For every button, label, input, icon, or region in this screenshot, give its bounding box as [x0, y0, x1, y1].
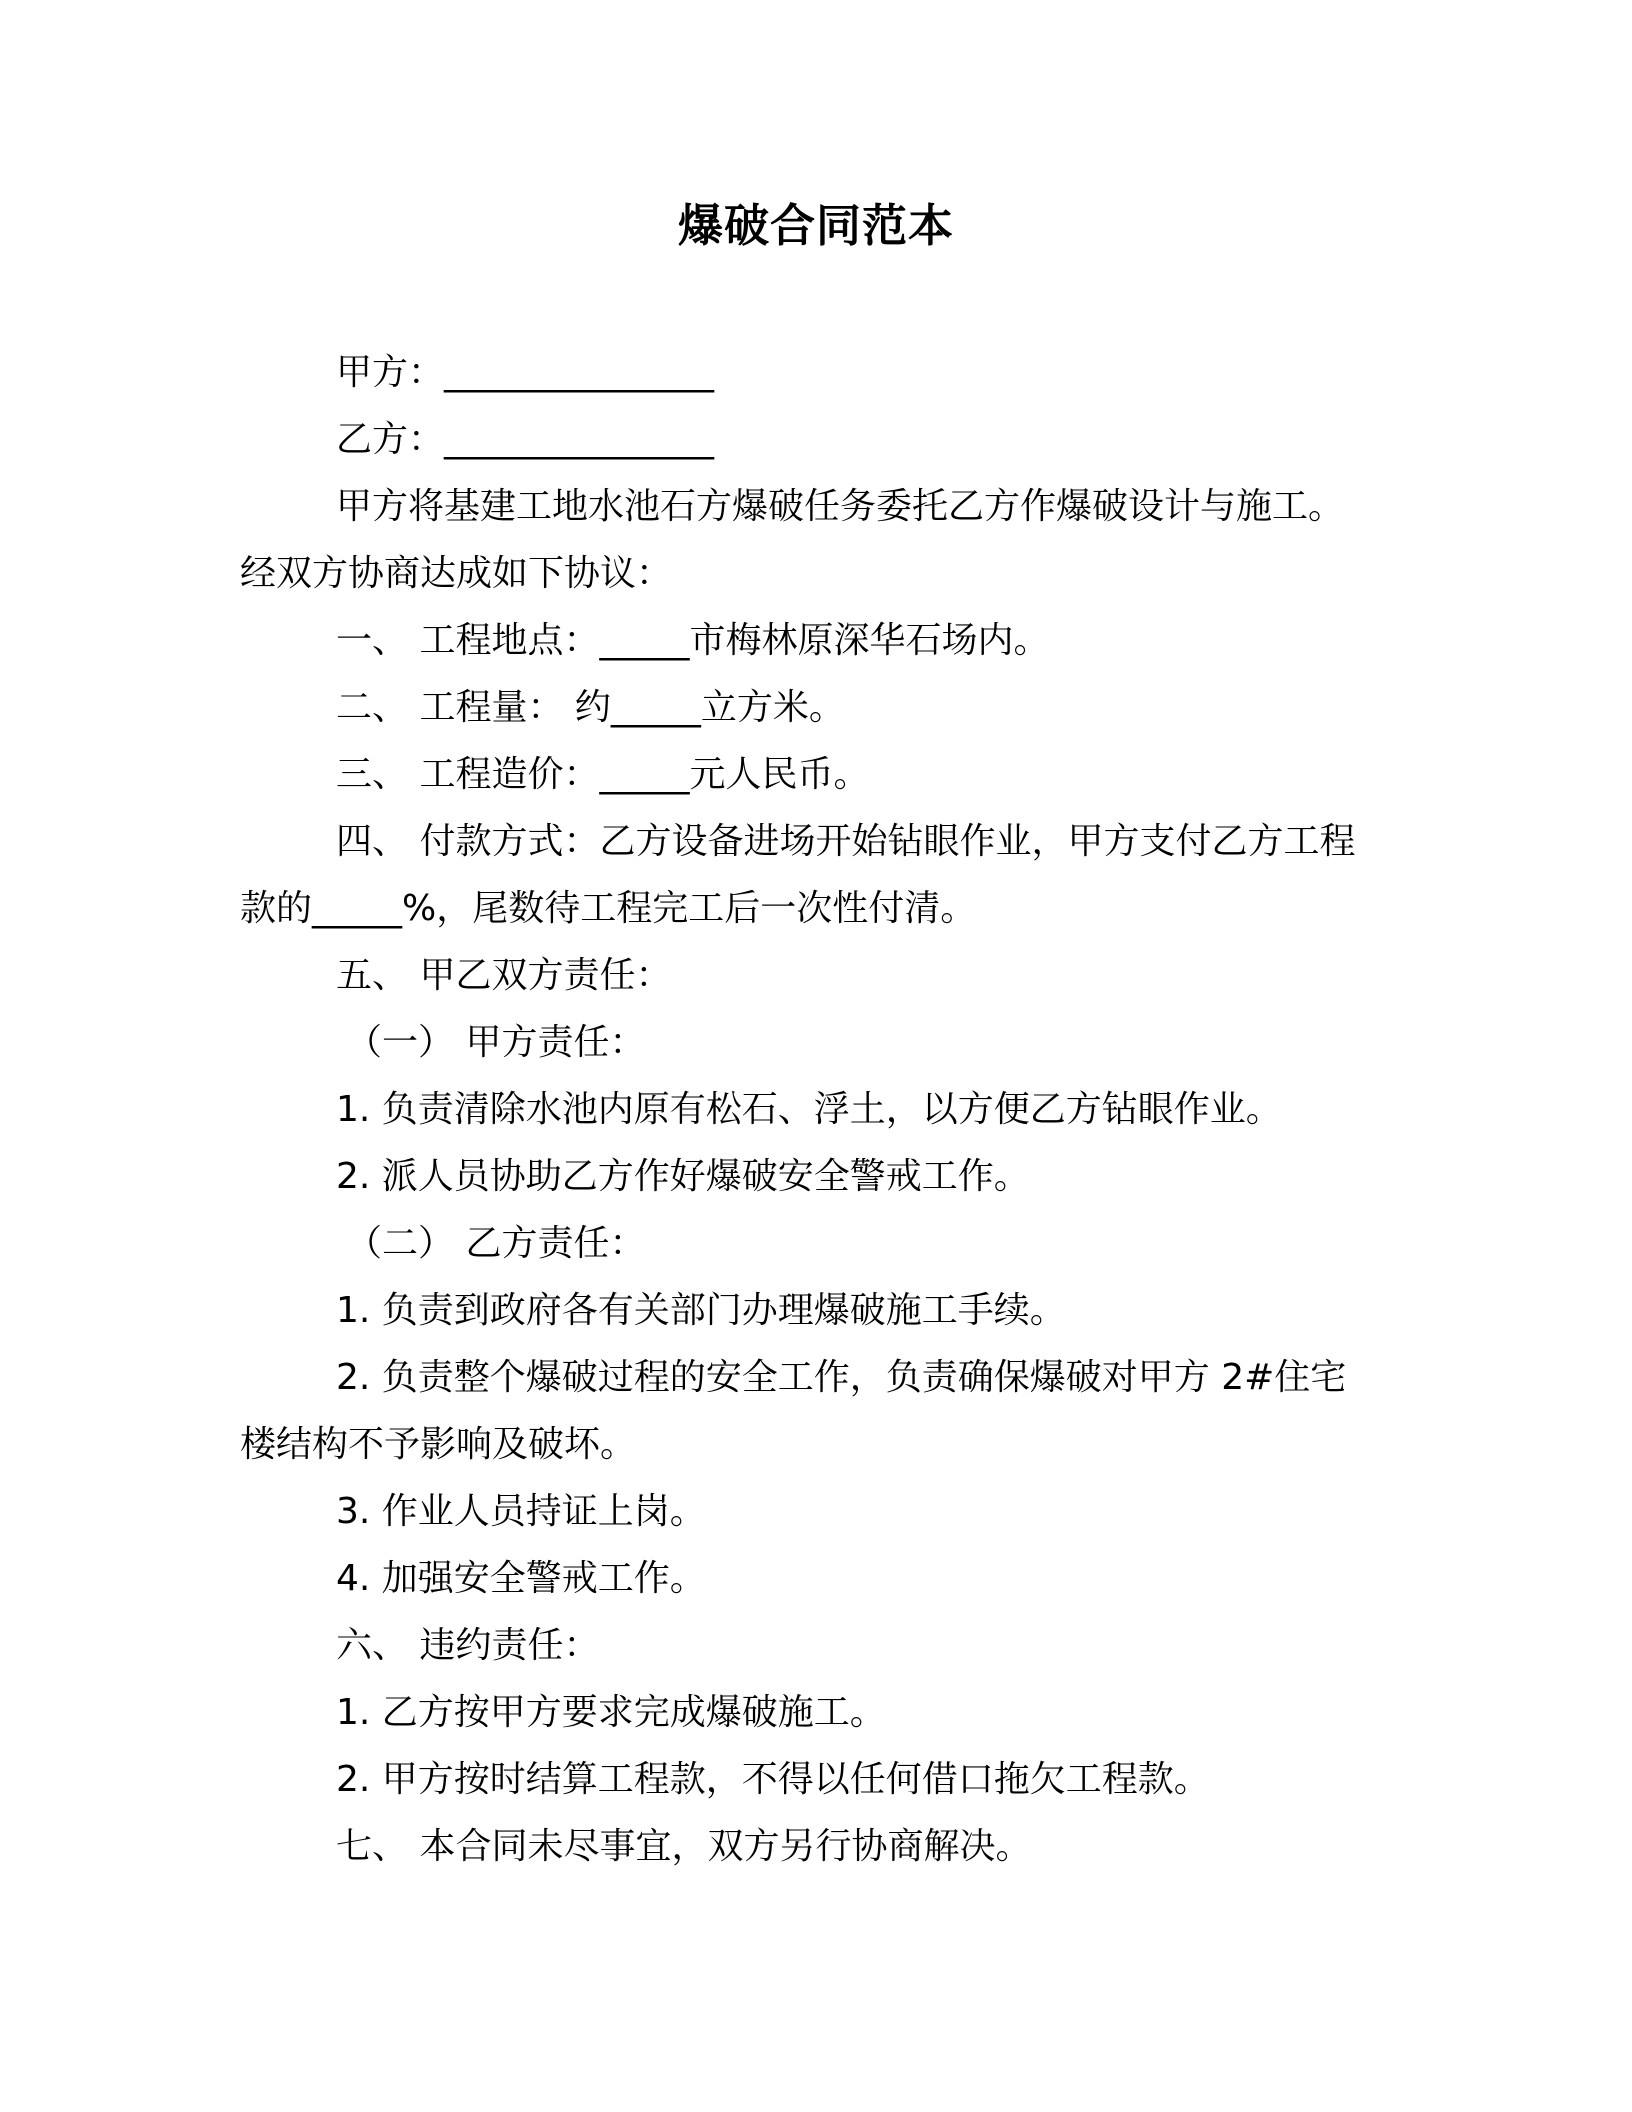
item-line: 2. 甲方按时结算工程款，不得以任何借口拖欠工程款。 — [336, 1759, 1210, 1800]
item-line: 1. 负责清除水池内原有松石、浮土，以方便乙方钻眼作业。 — [336, 1089, 1282, 1130]
party-b-line: 乙方：_______________ — [336, 419, 715, 460]
clause-line: 六、 违约责任： — [336, 1625, 600, 1666]
subheading-line: （一） 甲方责任： — [346, 1022, 646, 1063]
clause-line: 一、 工程地点：_____市梅林原深华石场内。 — [336, 620, 1050, 661]
clause-line: 款的_____%，尾数待工程完工后一次性付清。 — [240, 888, 977, 929]
item-line: 2. 负责整个爆破过程的安全工作，负责确保爆破对甲方 2#住宅 — [336, 1357, 1347, 1398]
clause-line: 二、 工程量： 约_____立方米。 — [336, 687, 845, 728]
clause-line: 三、 工程造价：_____元人民币。 — [336, 754, 870, 795]
paragraph-line: 甲方将基建工地水池石方爆破任务委托乙方作爆破设计与施工。 — [336, 486, 1345, 527]
item-line: 4. 加强安全警戒工作。 — [336, 1558, 706, 1599]
clause-line: 四、 付款方式：乙方设备进场开始钻眼作业，甲方支付乙方工程 — [336, 821, 1356, 862]
paragraph-line: 经双方协商达成如下协议： — [240, 553, 673, 594]
document-body — [240, 339, 1380, 1880]
item-line: 3. 作业人员持证上岗。 — [336, 1491, 706, 1532]
party-a-line: 甲方：_______________ — [336, 352, 715, 393]
item-line: 1. 负责到政府各有关部门办理爆破施工手续。 — [336, 1290, 1066, 1331]
item-line: 楼结构不予影响及破坏。 — [240, 1424, 637, 1465]
document-title: 爆破合同范本 — [677, 199, 954, 252]
subheading-line: （二） 乙方责任： — [346, 1223, 646, 1264]
item-line: 2. 派人员协助乙方作好爆破安全警戒工作。 — [336, 1156, 1030, 1197]
clause-line: 五、 甲乙双方责任： — [336, 955, 672, 996]
clause-line: 七、 本合同未尽事宜，双方另行协商解决。 — [336, 1826, 1032, 1867]
item-line: 1. 乙方按甲方要求完成爆破施工。 — [336, 1692, 886, 1733]
